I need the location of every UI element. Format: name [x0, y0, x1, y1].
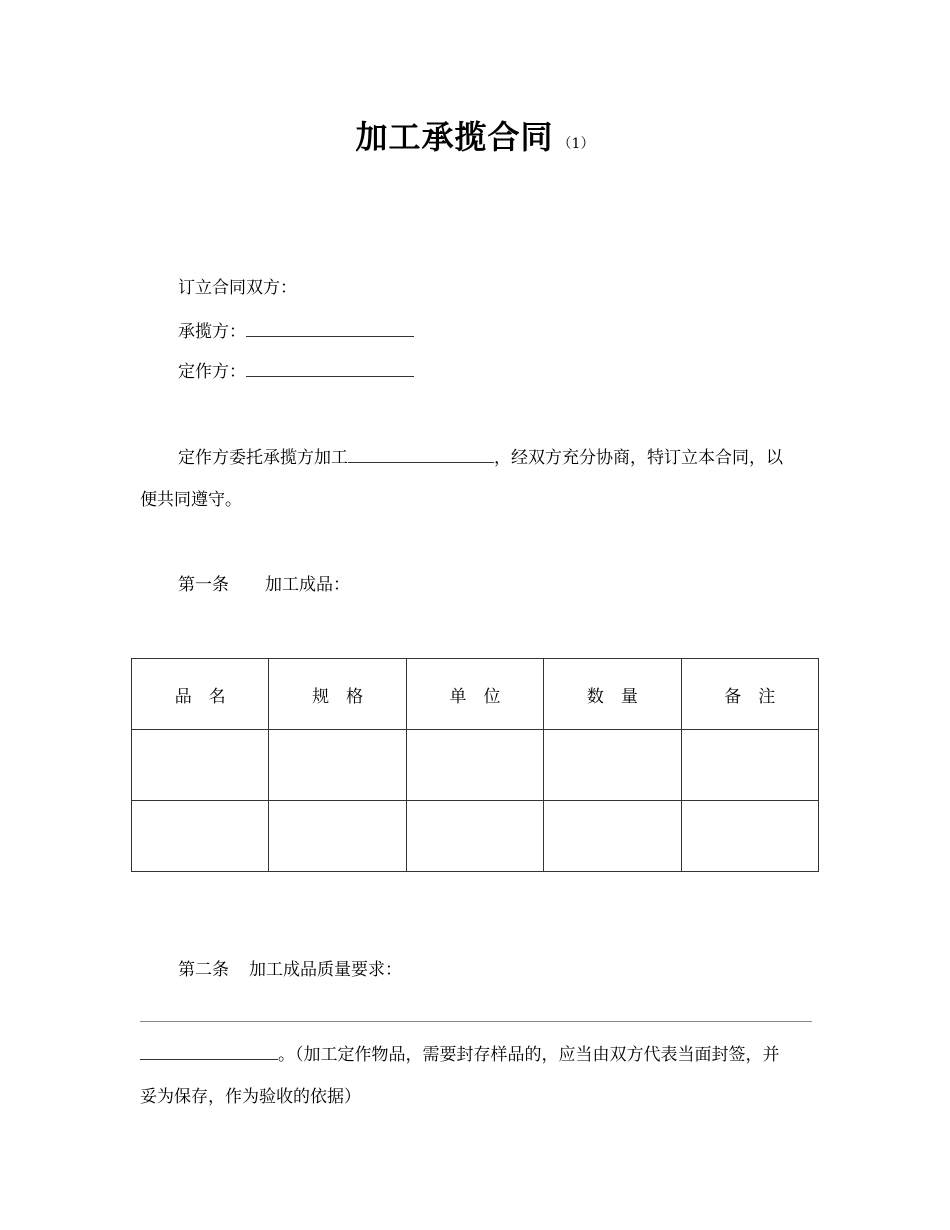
- orderer-label: 定作方：: [178, 362, 246, 382]
- article-1-heading: [178, 573, 350, 597]
- contractor-label: 承揽方：: [178, 322, 246, 342]
- contract-title: [0, 112, 950, 158]
- article-2-heading: [178, 958, 402, 982]
- col-header-spec: 规 格: [269, 659, 406, 730]
- table-cell[interactable]: [544, 730, 681, 801]
- table-cell[interactable]: [269, 801, 406, 872]
- article-2-title: 加工成品质量要求：: [249, 960, 402, 980]
- item-blank[interactable]: [348, 446, 494, 463]
- orderer-blank[interactable]: [246, 360, 414, 377]
- article-2-note-part2: 妥为保存，作为验收的依据）: [140, 1087, 361, 1107]
- table-cell[interactable]: [132, 730, 269, 801]
- preamble-part3: 便共同遵守。: [140, 490, 242, 510]
- table-row: [132, 730, 819, 801]
- orderer-line: [178, 360, 414, 384]
- products-table: [131, 658, 819, 872]
- preamble-part2: ，经双方充分协商，特订立本合同，以: [494, 448, 783, 468]
- col-header-quantity: 数 量: [544, 659, 681, 730]
- article-2-note-line-1: [140, 1043, 780, 1067]
- table-cell[interactable]: [132, 801, 269, 872]
- article-1-number: 第一条: [178, 575, 229, 595]
- col-header-name: 品 名: [132, 659, 269, 730]
- quality-requirement-blank[interactable]: [140, 1021, 812, 1022]
- table-cell[interactable]: [681, 801, 818, 872]
- contractor-line: [178, 320, 414, 344]
- title-sub: （1）: [557, 136, 595, 152]
- article-1-title: 加工成品：: [265, 575, 350, 595]
- table-header-row: [132, 659, 819, 730]
- table-cell[interactable]: [406, 730, 543, 801]
- table-row: [132, 801, 819, 872]
- parties-intro: 订立合同双方：: [178, 278, 297, 298]
- title-main: 加工承揽合同: [355, 118, 554, 156]
- table-cell[interactable]: [681, 730, 818, 801]
- col-header-remarks: 备 注: [681, 659, 818, 730]
- table-cell[interactable]: [406, 801, 543, 872]
- article-2-number: 第二条: [178, 960, 229, 980]
- table-cell[interactable]: [269, 730, 406, 801]
- preamble-line-1: [178, 446, 783, 470]
- quality-blank-end[interactable]: [140, 1043, 278, 1060]
- contractor-blank[interactable]: [246, 320, 414, 337]
- col-header-unit: 单 位: [406, 659, 543, 730]
- preamble-part1: 定作方委托承揽方加工: [178, 448, 348, 468]
- table-cell[interactable]: [544, 801, 681, 872]
- article-2-note-part1: 。（加工定作物品，需要封存样品的，应当由双方代表当面封签，并: [278, 1045, 780, 1065]
